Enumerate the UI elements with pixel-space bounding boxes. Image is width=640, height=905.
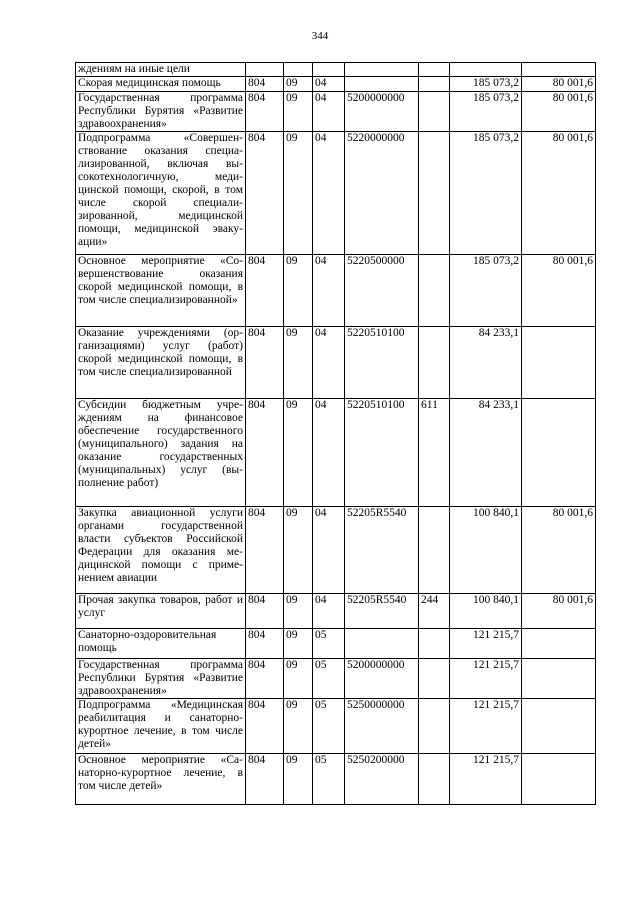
amount-total: 185 073,2 <box>450 77 522 92</box>
expense-type-code <box>419 77 450 92</box>
ministry-code: 804 <box>246 507 284 594</box>
subsection-code: 04 <box>313 594 345 629</box>
table-row <box>76 754 596 805</box>
expense-type-code <box>419 132 450 255</box>
amount-total: 121 215,7 <box>450 659 522 699</box>
table-row <box>76 132 596 255</box>
section-code: 09 <box>284 659 313 699</box>
target-article-code: 5200000000 <box>345 659 419 699</box>
amount-federal: 80 001,6 <box>522 255 596 327</box>
table-row <box>76 327 596 399</box>
row-name: Закупка авиационной услуги органами государственной власти субъектов Российской Федерации для оказания медицинской помощи с применением авиации <box>76 507 246 594</box>
table-row <box>76 63 596 77</box>
amount-federal <box>522 699 596 754</box>
expense-type-code <box>419 63 450 77</box>
subsection-code: 05 <box>313 754 345 805</box>
target-article-code <box>345 63 419 77</box>
section-code: 09 <box>284 77 313 92</box>
subsection-code: 04 <box>313 132 345 255</box>
amount-federal <box>522 327 596 399</box>
amount-federal <box>522 629 596 659</box>
row-name: Подпрограмма «Совершенствование оказания специализированной, включая высокотехнологичную, медицинской помощи, скорой, в том числе скорой специализированной, медицинской помощи, медицинской эвакуации» <box>76 132 246 255</box>
row-name: Государственная программа Республики Бурятия «Развитие здравоохранения» <box>76 659 246 699</box>
expense-type-code <box>419 507 450 594</box>
page-number: 344 <box>311 30 329 42</box>
ministry-code: 804 <box>246 754 284 805</box>
ministry-code: 804 <box>246 92 284 132</box>
expense-type-code: 244 <box>419 594 450 629</box>
target-article-code: 5200000000 <box>345 92 419 132</box>
ministry-code <box>246 63 284 77</box>
subsection-code <box>313 63 345 77</box>
table-row <box>76 699 596 754</box>
amount-total: 121 215,7 <box>450 629 522 659</box>
table-row <box>76 594 596 629</box>
amount-total: 121 215,7 <box>450 699 522 754</box>
section-code <box>284 63 313 77</box>
amount-total: 84 233,1 <box>450 399 522 507</box>
subsection-code: 04 <box>313 77 345 92</box>
amount-federal <box>522 659 596 699</box>
expense-type-code <box>419 629 450 659</box>
section-code: 09 <box>284 754 313 805</box>
amount-total: 100 840,1 <box>450 594 522 629</box>
ministry-code: 804 <box>246 327 284 399</box>
row-name: Подпрограмма «Медицинская реабилитация и санаторно-курортное лечение, в том числе детей» <box>76 699 246 754</box>
amount-federal: 80 001,6 <box>522 132 596 255</box>
budget-table <box>75 62 596 805</box>
subsection-code: 04 <box>313 92 345 132</box>
expense-type-code <box>419 754 450 805</box>
ministry-code: 804 <box>246 699 284 754</box>
subsection-code: 04 <box>313 327 345 399</box>
table-row <box>76 629 596 659</box>
table-row <box>76 92 596 132</box>
amount-federal <box>522 63 596 77</box>
ministry-code: 804 <box>246 629 284 659</box>
subsection-code: 05 <box>313 699 345 754</box>
row-name: Субсидии бюджетным учреждениям на финансовое обеспечение государственного (муниципального) задания на оказание государственных (муниципальных) услуг (выполнение работ) <box>76 399 246 507</box>
row-name: Государственная программа Республики Бурятия «Развитие здравоохранения» <box>76 92 246 132</box>
expense-type-code <box>419 699 450 754</box>
target-article-code: 5220000000 <box>345 132 419 255</box>
row-name: Основное мероприятие «Санаторно-курортное лечение, в том числе детей» <box>76 754 246 805</box>
amount-federal: 80 001,6 <box>522 594 596 629</box>
target-article-code <box>345 629 419 659</box>
amount-federal: 80 001,6 <box>522 507 596 594</box>
section-code: 09 <box>284 255 313 327</box>
table-row <box>76 255 596 327</box>
table-row <box>76 77 596 92</box>
target-article-code: 5220510100 <box>345 399 419 507</box>
section-code: 09 <box>284 699 313 754</box>
row-name: Оказание учреждениями (организациями) услуг (работ) скорой медицинской помощи, в том числе специализированной <box>76 327 246 399</box>
section-code: 09 <box>284 594 313 629</box>
target-article-code <box>345 77 419 92</box>
subsection-code: 05 <box>313 629 345 659</box>
table-row <box>76 399 596 507</box>
row-name: ждениям на иные цели <box>76 63 246 77</box>
row-name: Основное мероприятие «Совершенствование оказания скорой медицинской помощи, в том числе специализированной» <box>76 255 246 327</box>
section-code: 09 <box>284 92 313 132</box>
amount-total: 121 215,7 <box>450 754 522 805</box>
section-code: 09 <box>284 399 313 507</box>
section-code: 09 <box>284 327 313 399</box>
section-code: 09 <box>284 507 313 594</box>
subsection-code: 05 <box>313 659 345 699</box>
target-article-code: 5250000000 <box>345 699 419 754</box>
ministry-code: 804 <box>246 594 284 629</box>
expense-type-code <box>419 255 450 327</box>
ministry-code: 804 <box>246 255 284 327</box>
table-row <box>76 507 596 594</box>
row-name: Скорая медицинская помощь <box>76 77 246 92</box>
section-code: 09 <box>284 132 313 255</box>
ministry-code: 804 <box>246 399 284 507</box>
ministry-code: 804 <box>246 659 284 699</box>
amount-total: 84 233,1 <box>450 327 522 399</box>
table-row <box>76 659 596 699</box>
expense-type-code <box>419 659 450 699</box>
ministry-code: 804 <box>246 132 284 255</box>
target-article-code: 5250200000 <box>345 754 419 805</box>
amount-federal <box>522 399 596 507</box>
target-article-code: 5220510100 <box>345 327 419 399</box>
target-article-code: 52205R5540 <box>345 507 419 594</box>
amount-federal: 80 001,6 <box>522 77 596 92</box>
subsection-code: 04 <box>313 507 345 594</box>
row-name: Санаторно-оздоровительная помощь <box>76 629 246 659</box>
subsection-code: 04 <box>313 399 345 507</box>
target-article-code: 5220500000 <box>345 255 419 327</box>
amount-total: 185 073,2 <box>450 132 522 255</box>
expense-type-code <box>419 327 450 399</box>
target-article-code: 52205R5540 <box>345 594 419 629</box>
section-code: 09 <box>284 629 313 659</box>
subsection-code: 04 <box>313 255 345 327</box>
amount-total: 185 073,2 <box>450 255 522 327</box>
ministry-code: 804 <box>246 77 284 92</box>
amount-total: 100 840,1 <box>450 507 522 594</box>
expense-type-code: 611 <box>419 399 450 507</box>
amount-total: 185 073,2 <box>450 92 522 132</box>
expense-type-code <box>419 92 450 132</box>
amount-federal <box>522 754 596 805</box>
row-name: Прочая закупка товаров, работ и услуг <box>76 594 246 629</box>
amount-total <box>450 63 522 77</box>
amount-federal: 80 001,6 <box>522 92 596 132</box>
